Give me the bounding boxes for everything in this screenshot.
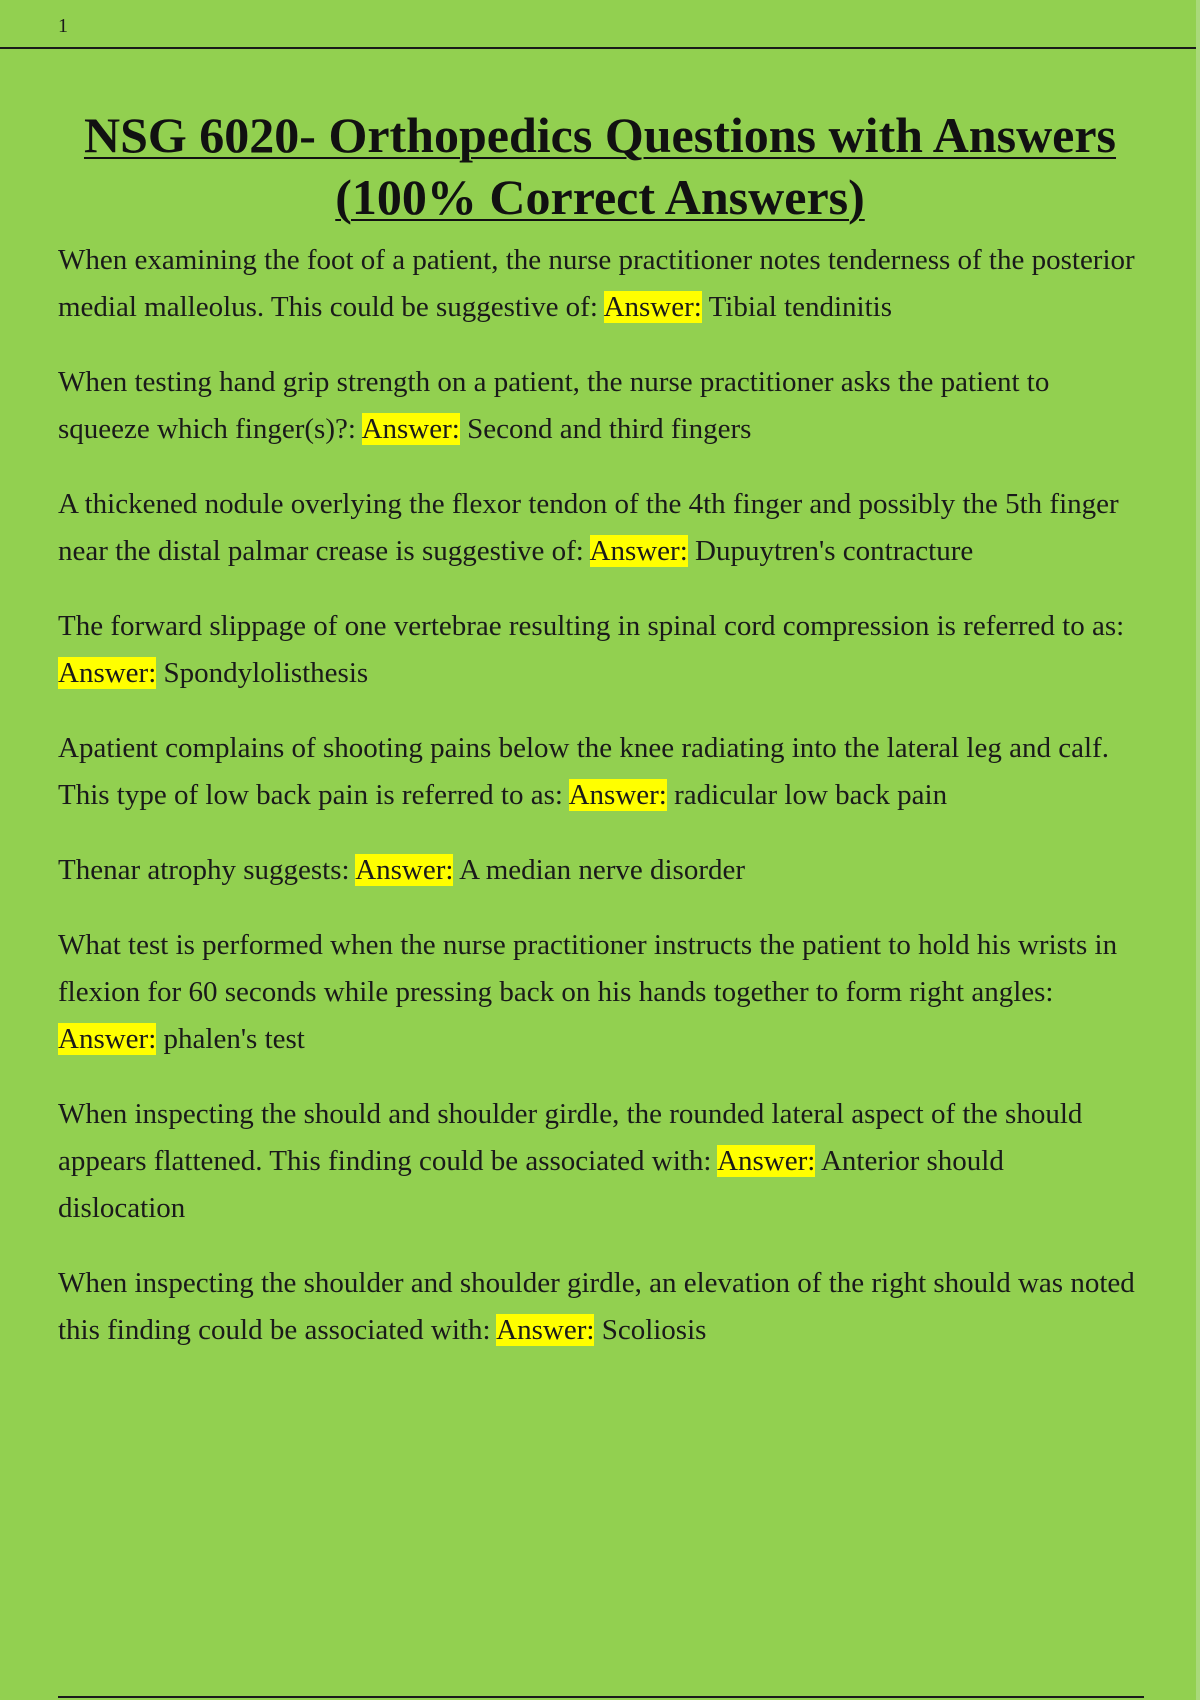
question-text: When examining the foot of a patient, the nurse practitioner notes tenderness of the posterior medial malleolus. This could be suggestive of: — [58, 244, 1135, 323]
document-title: NSG 6020- Orthopedics Questions with Answers (100% Correct Answers) — [83, 107, 1117, 225]
answer-text: Anterior should dislocation — [58, 1145, 1004, 1224]
question-text: Thenar atrophy suggests: — [58, 854, 350, 886]
answer-text: A median nerve disorder — [459, 854, 746, 886]
answer-label: Answer: — [603, 291, 702, 323]
qa-item — [58, 1260, 1138, 1354]
qa-item — [58, 1091, 1138, 1232]
qa-list — [58, 237, 1138, 1382]
answer-text: radicular low back pain — [674, 779, 948, 811]
header-divider — [0, 47, 1200, 49]
footer-divider — [58, 1696, 1144, 1698]
question-text: When inspecting the shoulder and shoulder girdle, an elevation of the right should was noted this finding could be associated with: — [58, 1267, 1135, 1346]
answer-text: Spondylolisthesis — [163, 657, 369, 689]
question-text: Apatient complains of shooting pains below the knee radiating into the lateral leg and calf. This type of low back pain is referred to as: — [58, 732, 1109, 811]
question-text: A thickened nodule overlying the flexor tendon of the 4th finger and possibly the 5th finger near the distal palmar crease is suggestive of: — [58, 488, 1119, 567]
answer-text: Dupuytren's contracture — [695, 535, 974, 567]
question-text: When inspecting the should and shoulder girdle, the rounded lateral aspect of the should appears flattened. This finding could be associated with: — [58, 1098, 1083, 1177]
answer-label: Answer: — [58, 657, 157, 689]
qa-item — [58, 237, 1138, 331]
answer-label: Answer: — [355, 854, 454, 886]
answer-label: Answer: — [717, 1145, 816, 1177]
answer-text: Second and third fingers — [467, 413, 752, 445]
answer-text: phalen's test — [163, 1023, 305, 1055]
page-number: 1 — [58, 15, 68, 37]
qa-item — [58, 359, 1138, 453]
qa-item — [58, 725, 1138, 819]
answer-label: Answer: — [58, 1023, 157, 1055]
qa-item — [58, 603, 1138, 697]
answer-label: Answer: — [496, 1314, 595, 1346]
answer-label: Answer: — [568, 779, 667, 811]
answer-label: Answer: — [589, 535, 688, 567]
qa-item — [58, 481, 1138, 575]
question-text: When testing hand grip strength on a patient, the nurse practitioner asks the patient to squeeze which finger(s)?: — [58, 366, 1050, 445]
answer-text: Tibial tendinitis — [708, 291, 892, 323]
qa-item — [58, 847, 1138, 894]
question-text: What test is performed when the nurse practitioner instructs the patient to hold his wrists in flexion for 60 seconds while pressing back on his hands together to form right angles: — [58, 929, 1118, 1008]
answer-label: Answer: — [361, 413, 460, 445]
qa-item — [58, 922, 1138, 1063]
page-edge — [1196, 0, 1200, 1700]
question-text: The forward slippage of one vertebrae resulting in spinal cord compression is referred to as: — [58, 610, 1125, 642]
answer-text: Scoliosis — [601, 1314, 707, 1346]
